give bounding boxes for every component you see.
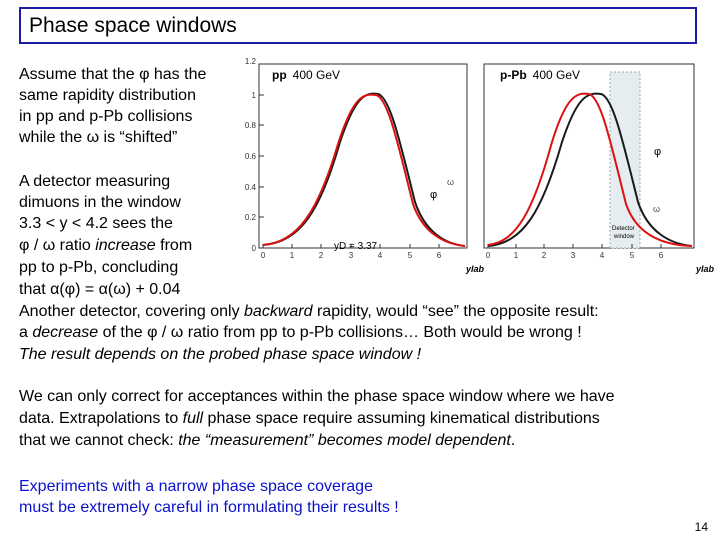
pp-label: pp 400 GeV xyxy=(272,68,341,82)
decrease-pre: a xyxy=(19,324,33,341)
page-number: 14 xyxy=(694,520,708,534)
pp-xlabel: ylab xyxy=(466,264,485,274)
x-tick-6: 6 xyxy=(436,251,442,260)
another-emph: backward xyxy=(244,303,313,320)
y-tick-12: 1.2 xyxy=(244,57,256,66)
slide-title: Phase space windows xyxy=(29,14,237,37)
pp-omega-label: ω xyxy=(447,177,455,187)
x-tick-5b: 5 xyxy=(629,251,635,260)
title-box xyxy=(19,7,697,44)
pp-line: pp to p-Pb, concluding xyxy=(19,259,179,276)
alpha-line: that α(φ) = α(ω) + 0.04 xyxy=(19,281,181,298)
x-tick-5: 5 xyxy=(407,251,413,260)
warning-line-1: Experiments with a narrow phase space coverage xyxy=(19,478,373,495)
ppb-panel xyxy=(484,64,715,274)
para2-line2-post: phase space require assuming kinematical distributions xyxy=(203,410,600,427)
pp-phi-label: φ xyxy=(430,189,438,201)
warning-line-2: must be extremely careful in formulating their results ! xyxy=(19,499,399,516)
x-tick-2b: 2 xyxy=(541,251,547,260)
decrease-post: of the φ / ω ratio from pp to p-Pb collisions… Both would be wrong ! xyxy=(98,324,582,341)
another-post: rapidity, would “see” the opposite result: xyxy=(312,303,599,320)
x-tick-1: 1 xyxy=(289,251,295,260)
ratio-pre: φ / ω ratio xyxy=(19,237,96,254)
decrease-emph: decrease xyxy=(32,324,99,341)
y-tick-02: 0.2 xyxy=(244,213,256,222)
y-tick-06: 0.6 xyxy=(244,152,256,161)
intro-line-3: in pp and p-Pb collisions xyxy=(19,108,193,125)
y-tick-08: 0.8 xyxy=(244,121,256,130)
ppb-omega-label: ω xyxy=(653,204,661,214)
rapidity-figure xyxy=(240,52,720,277)
detector-line-1: A detector measuring xyxy=(19,173,171,190)
y-tick-0: 0 xyxy=(251,244,256,253)
x-tick-3b: 3 xyxy=(570,251,576,260)
x-tick-4b: 4 xyxy=(599,251,605,260)
para2-line-1: We can only correct for acceptances within the phase space window where we have xyxy=(19,388,615,405)
intro-line-4: while the ω is “shifted” xyxy=(19,129,178,146)
x-tick-2: 2 xyxy=(318,251,324,260)
x-tick-0: 0 xyxy=(260,251,266,260)
another-line xyxy=(19,301,599,323)
para2-line2-pre: data. Extrapolations to xyxy=(19,410,183,427)
para2-line-3 xyxy=(19,430,515,452)
detector-line-3: 3.3 < y < 4.2 sees the xyxy=(19,215,173,232)
ppb-label: p-Pb 400 GeV xyxy=(500,68,581,82)
x-tick-0b: 0 xyxy=(485,251,491,260)
yd-annotation: yD = 3.37 xyxy=(334,241,378,252)
y-tick-1: 1 xyxy=(251,91,256,100)
result-line: The result depends on the probed phase space window ! xyxy=(19,346,422,363)
another-pre: Another detector, covering only xyxy=(19,303,245,320)
ratio-line xyxy=(19,235,192,257)
detector-line-2: dimuons in the window xyxy=(19,194,181,211)
detector-window-label-1: Detector xyxy=(612,226,635,232)
para2-line2-emph: full xyxy=(182,410,204,427)
x-tick-4: 4 xyxy=(377,251,383,260)
pp-panel xyxy=(245,57,485,274)
para2-line3-post: . xyxy=(510,432,516,449)
decrease-line xyxy=(19,322,582,344)
ratio-emph: increase xyxy=(95,237,156,254)
x-tick-1b: 1 xyxy=(513,251,519,260)
ppb-phi-label: φ xyxy=(654,146,662,158)
para2-line-2 xyxy=(19,408,600,430)
detector-window-label-2: window xyxy=(614,234,635,240)
y-tick-04: 0.4 xyxy=(244,183,256,192)
x-tick-3: 3 xyxy=(348,251,354,260)
ratio-post: from xyxy=(155,237,193,254)
para2-line3-pre: that we cannot check: xyxy=(19,432,179,449)
intro-line-2: same rapidity distribution xyxy=(19,87,196,104)
x-tick-6b: 6 xyxy=(658,251,664,260)
para2-line3-emph: the “measurement” becomes model dependent xyxy=(178,432,511,449)
intro-line-1: Assume that the φ has the xyxy=(19,66,207,83)
ppb-xlabel: ylab xyxy=(696,264,715,274)
